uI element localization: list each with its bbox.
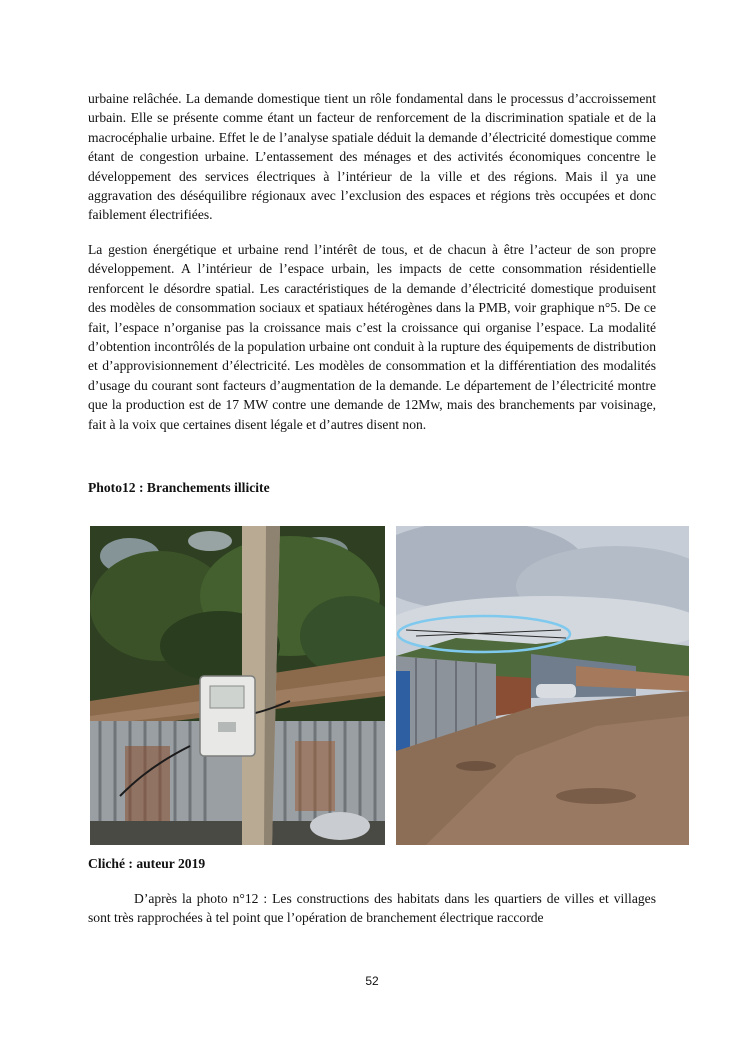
photo-pole-meter bbox=[90, 526, 385, 845]
page-number: 52 bbox=[365, 974, 379, 988]
photo-title: Photo12 : Branchements illicite bbox=[88, 480, 270, 495]
paragraph-3: D’après la photo n°12 : Les constructions des habitats dans les quartiers de villes et villages sont très rapprochées à tel point que l’opération de branchement électrique raccorde bbox=[88, 891, 656, 926]
paragraph-2: La gestion énergétique et urbaine rend l’intérêt de tous, et de chacun à être l’acteur de son propre développement. A l’intérieur de l’espace urbain, les impacts de cette consommation résidentielle renforcent le désordre spatial. Les caractéristiques de la demande d’électricité domestique produisent des modèles de consommation sociaux et spatiaux hétérogènes dans la PMB, voir graphique n°5. De ce fait, l’espace n’organise pas la croissance mais c’est la croissance qui organise l’espace. La modalité d’obtention incontrôlés de la population urbaine ont conduit à la rupture des équipements de distribution et d’approvisionnement d’électricité. Les modèles de consommation et la différentiation des modalités d’usage du courant sont facteurs d’augmentation de la demande. Le département de l’électricité montre que la production est de 17 MW contre une demande de 12Mw, mais des branchements par voisinage, fait à la voix que certaines disent légale et d’autres disent non. bbox=[88, 242, 656, 432]
paragraph-1: urbaine relâchée. La demande domestique tient un rôle fondamental dans le processus d’accroissement urbain. Elle se présente comme étant un facteur de renforcement de la discrimination spatiale et de la macrocéphalie urbaine. Effet le de l’analyse spatiale déduit la demande d’électricité domestique comme étant de congestion urbaine. L’entassement des ménages et des activités économiques concentre le développement des services électriques à l’intérieur de la ville et des régions. Mais il ya une aggravation des déséquilibre régionaux avec l’exclusion des espaces et régions très occupées et donc faiblement électrifiées. bbox=[88, 91, 656, 223]
photo-shacks-wires bbox=[396, 526, 689, 845]
photo-credit: Cliché : auteur 2019 bbox=[88, 856, 206, 871]
